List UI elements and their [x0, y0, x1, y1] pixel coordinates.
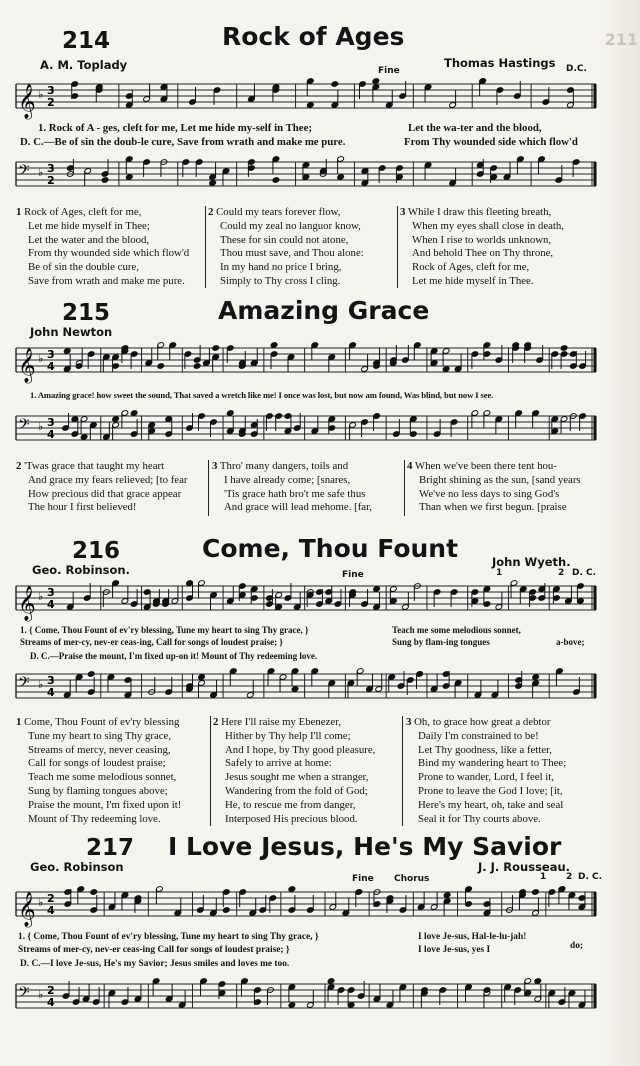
dc-mark: D.C. — [566, 64, 587, 74]
verse-block: 2 Could my tears forever flow, Could my zeal no languor know, These for sin could not atone, Thou must save, and Thou alone: In my hand no price I bring, Simply to Thy cross I cling. — [208, 206, 364, 287]
svg-text:♭: ♭ — [38, 88, 44, 101]
author-credit: Geo. Robinson — [30, 860, 124, 874]
svg-text:4: 4 — [47, 428, 55, 441]
svg-text:♭: ♭ — [38, 896, 44, 909]
treble-clef-icon: 𝄞 — [18, 84, 36, 119]
chorus-mark: Chorus — [394, 874, 430, 884]
verse-block: 2 'Twas grace that taught my heart And grace my fears relieved; [to fear How precious did that grace appear The hour I first believed! — [16, 460, 188, 514]
svg-text:2: 2 — [47, 892, 55, 905]
column-divider — [402, 716, 403, 826]
lyric-line: I love Je-sus, Hal-le-lu-jah! — [418, 932, 527, 942]
svg-text:3: 3 — [47, 416, 55, 429]
lyric-line: From Thy wounded side which flow'd — [404, 136, 578, 148]
hymn-title: I Love Jesus, He's My Savior — [168, 832, 562, 861]
lyric-line: Streams of mer-cy, nev-er ceas-ing, Call for songs of loudest praise; } — [20, 637, 283, 647]
column-divider — [210, 716, 211, 826]
fine-mark: Fine — [342, 570, 364, 580]
lyric-line: D. C.—Be of sin the doub-le cure, Save from wrath and make me pure. — [20, 136, 346, 148]
lyric-line: 1. { Come, Thou Fount of ev'ry blessing, Tune my heart to sing Thy grace, } — [18, 932, 319, 942]
svg-text:4: 4 — [47, 598, 55, 611]
svg-text:2: 2 — [47, 96, 55, 109]
column-divider — [404, 460, 405, 516]
bass-clef-icon: 𝄢 — [18, 162, 30, 183]
bass-clef-icon: 𝄢 — [18, 674, 30, 695]
music-staff-bass — [14, 976, 598, 1020]
hymn-number: 215 — [62, 300, 111, 326]
svg-text:♭: ♭ — [38, 420, 44, 433]
dc-mark: D. C. — [578, 872, 603, 882]
lyric-line: Sung by flam-ing tongues — [392, 637, 490, 647]
lyric-line: I love Je-sus, yes I — [418, 945, 491, 955]
ending-one-mark: 1 — [540, 872, 547, 882]
lyric-line: D. C.—I love Je-sus, He's my Savior; Jesus smiles and loves me too. — [20, 959, 290, 969]
music-staff-bass — [14, 408, 598, 454]
composer-credit: J. J. Rousseau. — [478, 860, 571, 874]
column-divider — [205, 206, 206, 288]
lyric-line: 1. Amazing grace! how sweet the sound, That saved a wretch like me! I once was lost, but now am found, Was blind, but now I see. — [30, 390, 494, 400]
svg-text:4: 4 — [47, 686, 55, 699]
dc-mark: D. C. — [572, 568, 597, 578]
bass-clef-icon: 𝄢 — [18, 984, 30, 1005]
lyric-line: Streams of mer-cy, nev-er ceas-ing Call for songs of loudest praise; } — [18, 945, 290, 955]
svg-text:♭: ♭ — [38, 988, 44, 1001]
verse-block: 3 While I draw this fleeting breath, When my eyes shall close in death, When I rise to worlds unknown, And behold Thee on Thy throne, Rock of Ages, cleft for me, Let me hide myself in Thee. — [400, 206, 565, 287]
ending-two-mark: 2 — [558, 568, 565, 578]
fine-mark: Fine — [378, 66, 400, 76]
composer-credit: Thomas Hastings — [444, 56, 556, 70]
treble-clef-icon: 𝄞 — [18, 892, 36, 927]
verse-block: 3 Thro' many dangers, toils and I have already come; [snares, 'Tis grace hath bro't me safe thus And grace will lead mehome. [far, — [212, 460, 372, 514]
bass-clef-icon: 𝄢 — [18, 416, 30, 437]
lyric-line: Teach me some melodious sonnet, — [392, 625, 521, 635]
lyric-line: 1. { Come, Thou Fount of ev'ry blessing, Tune my heart to sing Thy grace, } — [20, 625, 309, 635]
svg-text:♭: ♭ — [38, 352, 44, 365]
column-divider — [397, 206, 398, 288]
lyric-line: Let the wa-ter and the blood, — [408, 122, 542, 134]
verse-block: 1 Come, Thou Fount of ev'ry blessing Tune my heart to sing Thy grace, Streams of mercy, never ceasing, Call for songs of loudest praise; Teach me some melodious sonnet, Sung by flaming tongues above; Praise the mount, I'm fixed upon it! Mount of Thy redeeming love. — [16, 716, 182, 825]
verse-block: 4 When we've been there tent hou- Bright shining as the sun, [sand years We've no less days to sing God's Than when we first begun. [praise — [407, 460, 581, 514]
svg-text:♭: ♭ — [38, 166, 44, 179]
fine-mark: Fine — [352, 874, 374, 884]
ending-one-mark: 1 — [496, 568, 503, 578]
treble-clef-icon: 𝄞 — [18, 348, 36, 383]
ending-two-mark: 2 — [566, 872, 573, 882]
hymn-title: Amazing Grace — [218, 296, 430, 325]
svg-text:3: 3 — [47, 162, 55, 175]
music-staff-treble — [14, 340, 598, 386]
hymn-number: 216 — [72, 538, 121, 564]
svg-text:4: 4 — [47, 904, 55, 917]
hymn-title: Come, Thou Fount — [202, 534, 459, 563]
svg-text:3: 3 — [47, 586, 55, 599]
author-credit: Geo. Robinson. — [32, 563, 130, 577]
verse-block: 1 Rock of Ages, cleft for me, Let me hide myself in Thee; Let the water and the blood, From thy wounded side which flow'd Be of sin the double cure, Save from wrath and make me pure. — [16, 206, 190, 287]
svg-text:2: 2 — [47, 984, 55, 997]
svg-text:4: 4 — [47, 996, 55, 1009]
ghost-number: 211 — [604, 30, 638, 49]
hymn-title: Rock of Ages — [222, 22, 405, 51]
svg-text:2: 2 — [47, 174, 55, 187]
music-staff-bass — [14, 666, 598, 710]
svg-text:3: 3 — [47, 348, 55, 361]
verse-block: 3 Oh, to grace how great a debtor Daily I'm constrained to be! Let Thy goodness, like a fetter, Bind my wandering heart to Thee; Prone to wander, Lord, I feel it, Prone to leave the God I love; [it, Here's my heart, oh, take and seal Seal it for Thy courts above. — [406, 716, 567, 825]
composer-credit: John Wyeth. — [492, 555, 571, 569]
music-staff-treble — [14, 578, 598, 622]
hymn-number: 214 — [62, 28, 111, 54]
svg-text:4: 4 — [47, 360, 55, 373]
column-divider — [208, 460, 209, 516]
svg-text:♭: ♭ — [38, 590, 44, 603]
music-staff-treble — [14, 884, 598, 928]
hymn-number: 217 — [86, 835, 135, 861]
author-credit: A. M. Toplady — [40, 58, 128, 72]
svg-text:3: 3 — [47, 674, 55, 687]
treble-clef-icon: 𝄞 — [18, 586, 36, 621]
lyric-line: D. C.—Praise the mount, I'm fixed up-on it! Mount of Thy redeeming love. — [30, 651, 318, 661]
svg-text:♭: ♭ — [38, 678, 44, 691]
music-staff-bass — [14, 154, 598, 198]
lyric-line: do; — [570, 941, 584, 951]
author-credit: John Newton — [30, 325, 113, 339]
page-edge — [602, 0, 640, 1066]
verse-block: 2 Here I'll raise my Ebenezer, Hither by Thy help I'll come; And I hope, by Thy good pleasure, Safely to arrive at home: Jesus sought me when a stranger, Wandering from the fold of God; He, to rescue me from danger, Interposed His precious blood. — [213, 716, 376, 825]
lyric-line: a-bove; — [556, 637, 585, 647]
music-staff-treble — [14, 76, 598, 120]
svg-text:3: 3 — [47, 84, 55, 97]
lyric-line: 1. Rock of A - ges, cleft for me, Let me hide my-self in Thee; — [38, 122, 312, 134]
